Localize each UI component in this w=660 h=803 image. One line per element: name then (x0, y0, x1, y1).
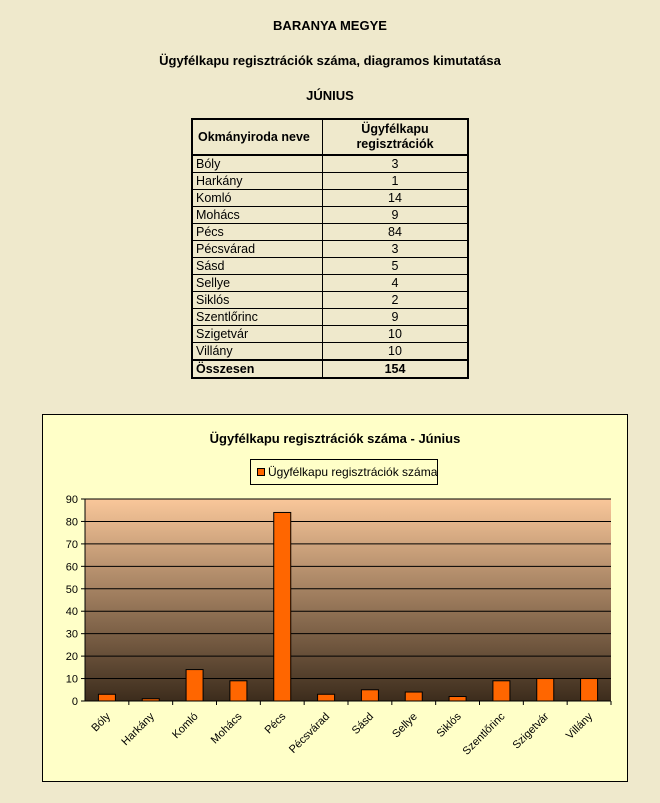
legend-swatch (257, 468, 265, 476)
x-tick-label: Szentlőrinc (460, 710, 508, 758)
col-registrations-header: Ügyfélkapu regisztrációk (323, 119, 469, 155)
bar (537, 679, 554, 701)
bar (274, 512, 291, 701)
registrations-cell: 3 (323, 155, 469, 173)
y-tick-label: 60 (65, 561, 78, 574)
office-name-cell: Szentlőrinc (192, 309, 323, 326)
x-tick-label: Siklós (434, 710, 464, 740)
table-body (192, 155, 468, 360)
office-name-cell: Pécsvárad (192, 241, 323, 258)
table-row (192, 241, 468, 258)
office-name-cell: Harkány (192, 173, 323, 190)
registrations-cell: 9 (323, 207, 469, 224)
table-row (192, 292, 468, 309)
registrations-cell: 5 (323, 258, 469, 275)
table-row (192, 343, 468, 361)
x-tick-label: Sásd (349, 710, 377, 737)
table-row (192, 326, 468, 343)
x-tick-label: Sellye (390, 710, 420, 741)
office-name-cell: Sellye (192, 275, 323, 292)
x-tick-label: Komló (170, 710, 201, 742)
y-tick-label: 0 (71, 696, 78, 708)
bar (449, 697, 466, 701)
bar (493, 681, 510, 701)
legend-label: Ügyfélkapu regisztrációk száma (268, 465, 438, 479)
office-name-cell: Villány (192, 343, 323, 361)
plot-background (85, 499, 611, 701)
y-tick-label: 40 (65, 606, 78, 619)
bar (581, 679, 598, 701)
bar (186, 670, 203, 701)
office-name-cell: Bóly (192, 155, 323, 173)
table-header-row (192, 119, 468, 155)
chart-legend (250, 459, 438, 485)
y-tick-label: 30 (65, 628, 78, 641)
table-row (192, 155, 468, 173)
x-tick-label: Pécsvárad (286, 710, 333, 756)
y-tick-label: 70 (65, 538, 78, 551)
bar (405, 692, 422, 701)
col-office-name-header: Okmányiroda neve (192, 119, 323, 155)
total-label: Összesen (192, 360, 323, 378)
registrations-cell: 10 (323, 326, 469, 343)
x-tick-label: Villány (563, 710, 596, 742)
table-row (192, 275, 468, 292)
bar (142, 699, 159, 701)
registrations-cell: 3 (323, 241, 469, 258)
bar (98, 694, 115, 701)
office-name-cell: Sásd (192, 258, 323, 275)
chart-title: Ügyfélkapu regisztrációk száma - Június (209, 431, 461, 446)
x-tick-label: Pécs (262, 710, 289, 737)
table-row (192, 309, 468, 326)
table-total-row (192, 360, 468, 378)
y-tick-label: 90 (65, 494, 78, 506)
report-subtitle: Ügyfélkapu regisztrációk száma, diagramos kimutatása (159, 53, 501, 68)
x-tick-label: Mohács (208, 710, 245, 747)
x-tick-label: Bóly (89, 710, 114, 735)
office-name-cell: Szigetvár (192, 326, 323, 343)
y-tick-label: 80 (65, 516, 78, 529)
y-tick-label: 10 (65, 673, 78, 686)
bar (318, 694, 335, 701)
office-name-cell: Komló (192, 190, 323, 207)
total-value: 154 (323, 360, 469, 378)
registrations-cell: 14 (323, 190, 469, 207)
office-name-cell: Siklós (192, 292, 323, 309)
month-title: JÚNIUS (306, 88, 354, 103)
chart-area (42, 414, 628, 782)
registrations-cell: 1 (323, 173, 469, 190)
x-tick-label: Szigetvár (510, 710, 552, 752)
table-row (192, 173, 468, 190)
registrations-cell: 10 (323, 343, 469, 361)
office-name-cell: Pécs (192, 224, 323, 241)
registrations-cell: 4 (323, 275, 469, 292)
x-tick-label: Harkány (119, 710, 157, 749)
registrations-cell: 2 (323, 292, 469, 309)
table-row (192, 224, 468, 241)
registrations-cell: 84 (323, 224, 469, 241)
table-row (192, 190, 468, 207)
bar (361, 690, 378, 701)
registrations-table (191, 118, 469, 379)
office-name-cell: Mohács (192, 207, 323, 224)
y-tick-label: 20 (65, 651, 78, 664)
registrations-cell: 9 (323, 309, 469, 326)
table-row (192, 207, 468, 224)
table-row (192, 258, 468, 275)
county-title: BARANYA MEGYE (273, 18, 387, 33)
y-tick-label: 50 (65, 583, 78, 596)
bar (230, 681, 247, 701)
